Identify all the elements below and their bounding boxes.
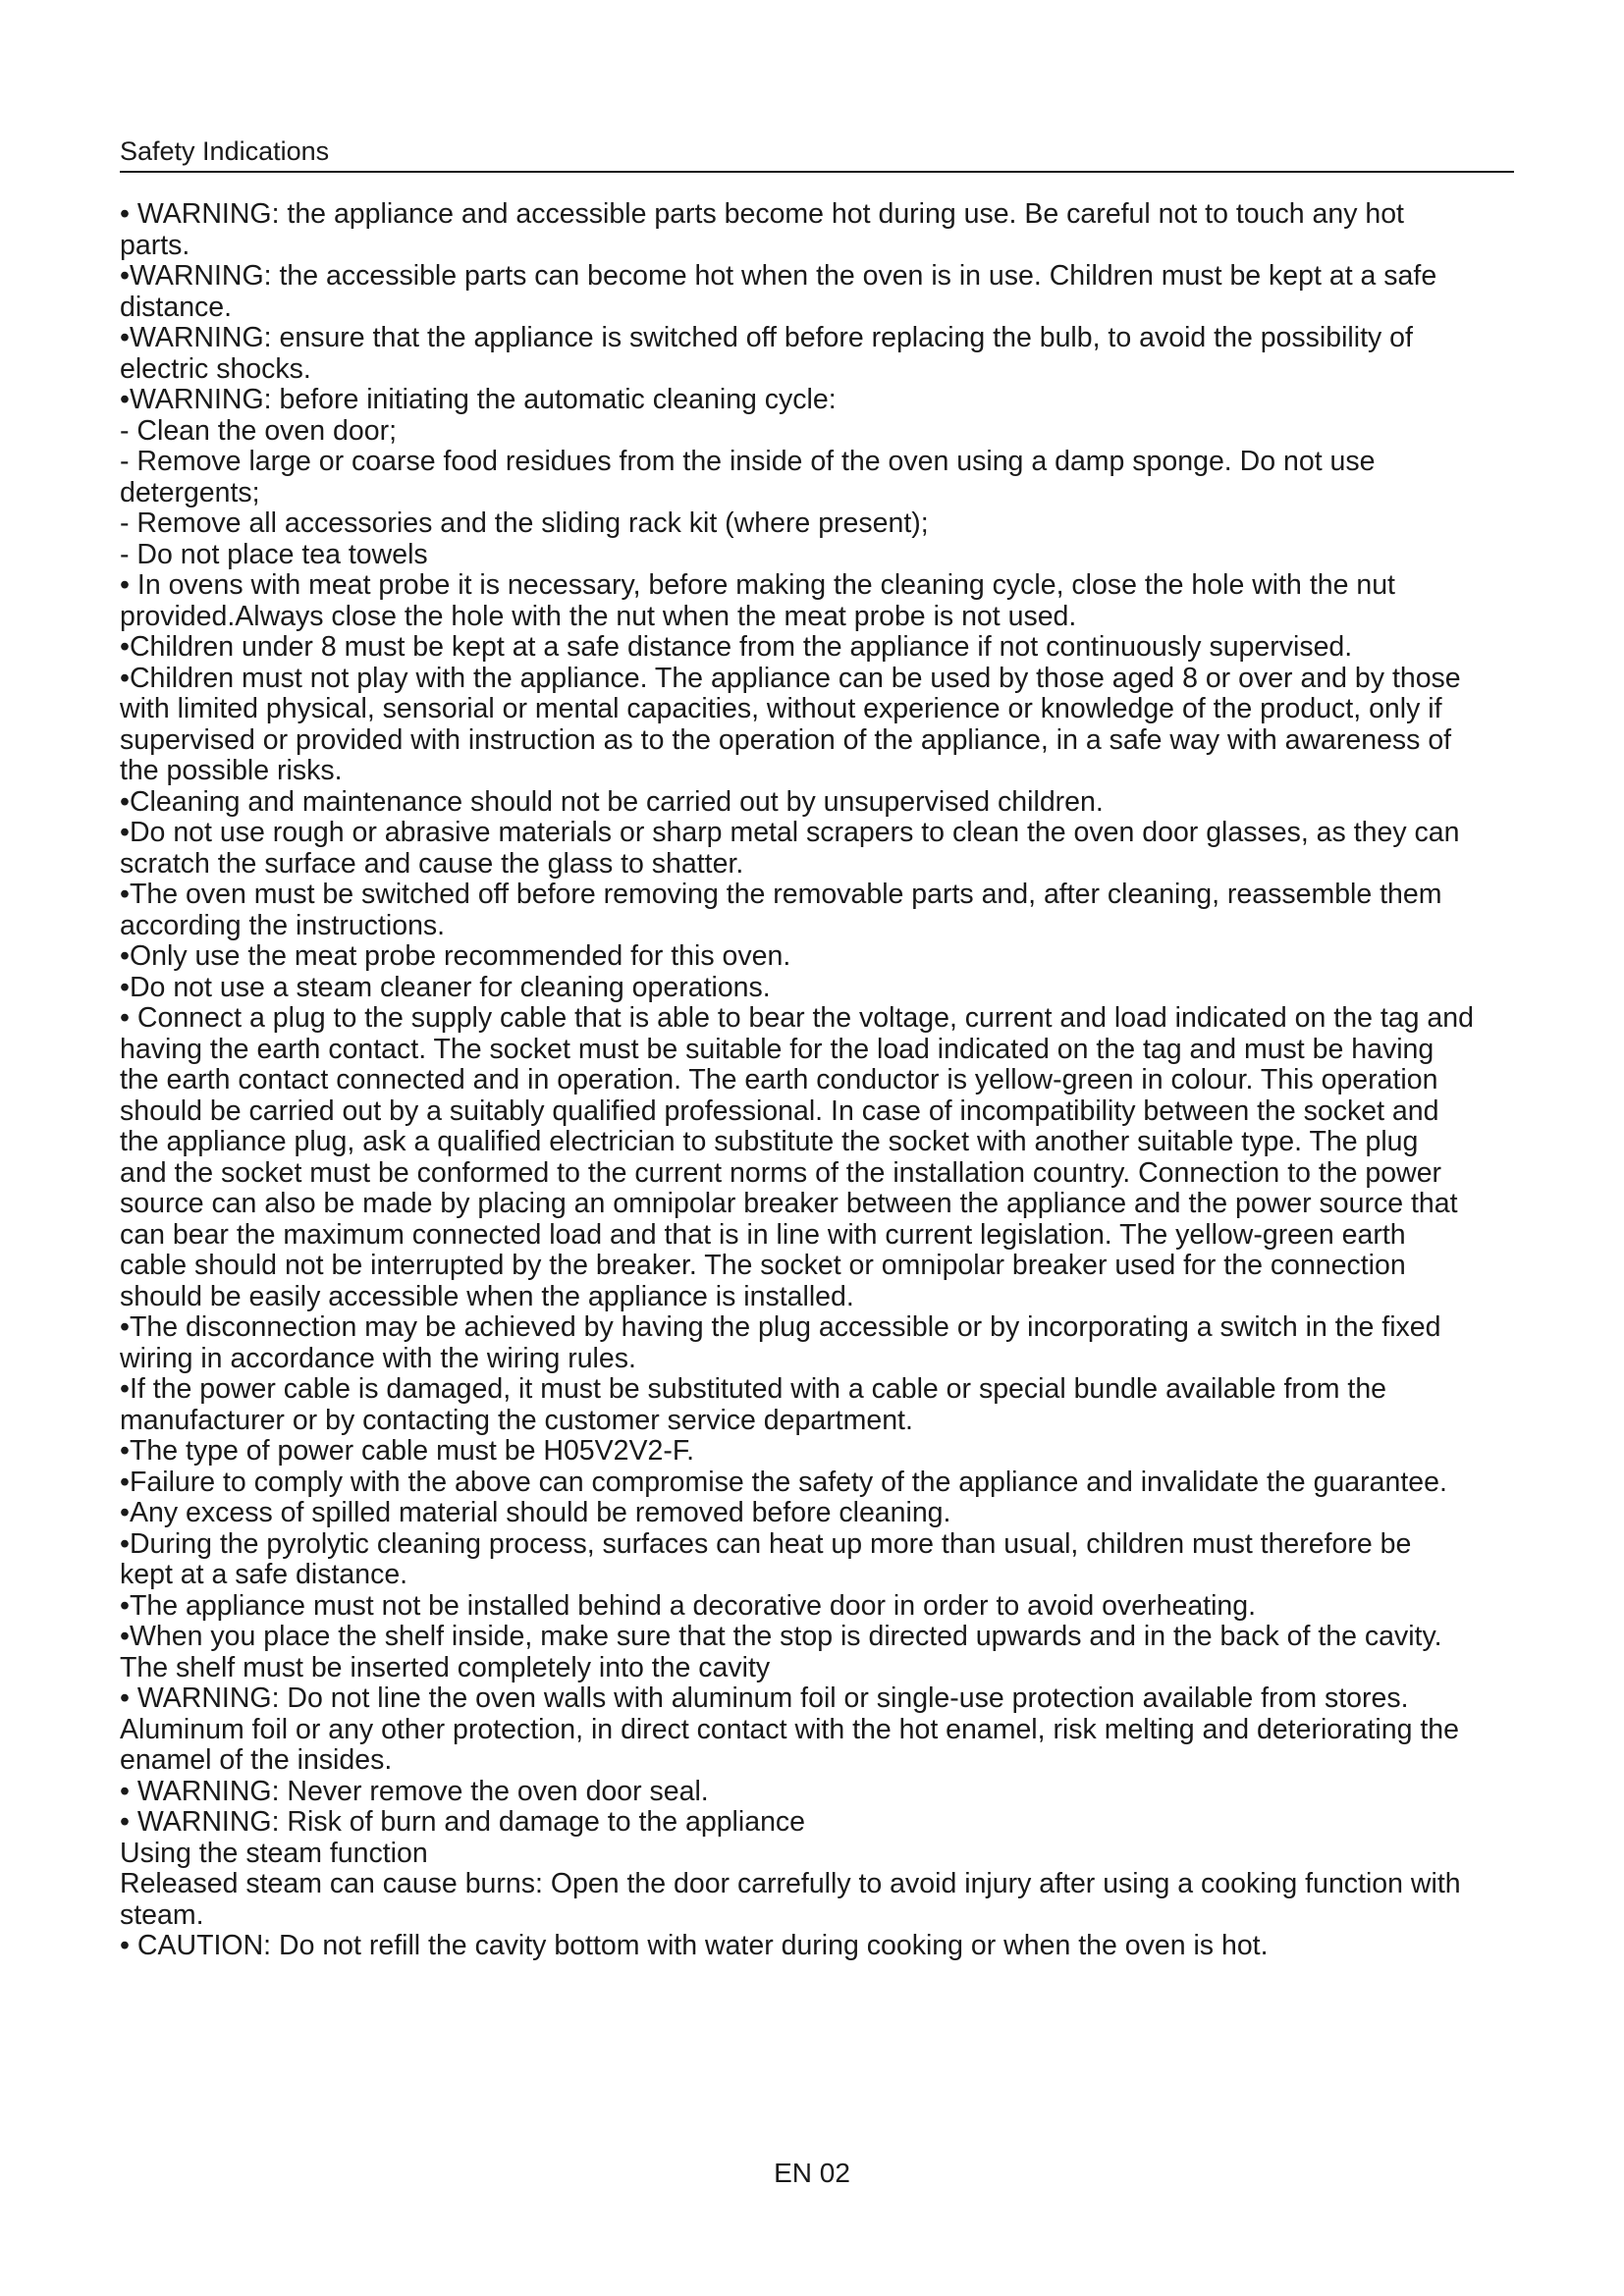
text-line: supervised or provided with instruction as to the operation of the appliance, in a safe way with awareness of <box>120 723 1452 756</box>
safety-text-body <box>120 199 1563 1962</box>
text-line: electric shocks. <box>120 352 311 385</box>
text-line: •The disconnection may be achieved by having the plug accessible or by incorporating a switch in the fixed <box>120 1311 1441 1343</box>
text-line: •Children must not play with the appliance. The appliance can be used by those aged 8 or over and by those <box>120 662 1461 694</box>
text-line: detergents; <box>120 476 260 508</box>
text-line: •Failure to comply with the above can compromise the safety of the appliance and invalidate the guarantee. <box>120 1466 1447 1498</box>
text-line: •WARNING: ensure that the appliance is switched off before replacing the bulb, to avoid the possibility of <box>120 322 1413 353</box>
text-line: •Any excess of spilled material should be removed before cleaning. <box>120 1497 951 1528</box>
text-line: •Only use the meat probe recommended for this oven. <box>120 940 791 972</box>
text-line: •During the pyrolytic cleaning process, surfaces can heat up more than usual, children must therefore be <box>120 1527 1412 1560</box>
text-line: •Children under 8 must be kept at a safe distance from the appliance if not continuously supervised. <box>120 631 1353 663</box>
text-line: should be easily accessible when the appliance is installed. <box>120 1280 854 1312</box>
text-line: - Clean the oven door; <box>120 414 398 447</box>
text-line: kept at a safe distance. <box>120 1559 408 1590</box>
text-line: scratch the surface and cause the glass to shatter. <box>120 847 744 880</box>
text-line: the possible risks. <box>120 755 343 786</box>
page-header <box>120 135 1514 173</box>
text-line: •If the power cable is damaged, it must be substituted with a cable or special bundle available from the <box>120 1373 1387 1405</box>
text-line: manufacturer or by contacting the customer service department. <box>120 1404 913 1436</box>
text-line: •WARNING: before initiating the automatic cleaning cycle: <box>120 384 837 415</box>
text-line: • CAUTION: Do not refill the cavity bottom with water during cooking or when the oven is hot. <box>120 1930 1269 1961</box>
text-line: steam. <box>120 1898 204 1931</box>
text-line: the earth contact connected and in operation. The earth conductor is yellow-green in colour. This operation <box>120 1064 1438 1095</box>
text-line: source can also be made by placing an omnipolar breaker between the appliance and the power source that <box>120 1188 1458 1219</box>
text-line: according the instructions. <box>120 909 446 941</box>
text-line: •Cleaning and maintenance should not be carried out by unsupervised children. <box>120 785 1104 818</box>
text-line: provided.Always close the hole with the nut when the meat probe is not used. <box>120 600 1077 632</box>
text-line: • Connect a plug to the supply cable that is able to bear the voltage, current and load indicated on the tag and <box>120 1002 1474 1034</box>
page-number: EN 02 <box>774 2158 850 2188</box>
text-line: •The appliance must not be installed behind a decorative door in order to avoid overheating. <box>120 1589 1257 1622</box>
text-line: the appliance plug, ask a qualified electrician to substitute the socket with another suitable type. The plug <box>120 1126 1419 1157</box>
text-line: cable should not be interrupted by the breaker. The socket or omnipolar breaker used for the connection <box>120 1250 1406 1281</box>
text-line: parts. <box>120 229 190 261</box>
text-line: - Do not place tea towels <box>120 538 428 570</box>
text-line: wiring in accordance with the wiring rules. <box>120 1342 636 1374</box>
text-line: Using the steam function <box>120 1837 428 1869</box>
text-line: Released steam can cause burns: Open the door carrefully to avoid injury after using a cooking function with <box>120 1868 1461 1899</box>
text-line: enamel of the insides. <box>120 1744 393 1776</box>
text-line: •The type of power cable must be H05V2V2-F. <box>120 1435 695 1467</box>
text-line: • WARNING: the appliance and accessible parts become hot during use. Be careful not to touch any hot <box>120 198 1404 230</box>
text-line: - Remove all accessories and the sliding rack kit (where present); <box>120 507 929 539</box>
text-line: • WARNING: Never remove the oven door seal. <box>120 1775 709 1807</box>
text-line: •Do not use rough or abrasive materials or sharp metal scrapers to clean the oven door glasses, as they can <box>120 817 1460 848</box>
text-line: Aluminum foil or any other protection, in direct contact with the hot enamel, risk melting and deteriorating the <box>120 1713 1459 1745</box>
text-line: The shelf must be inserted completely into the cavity <box>120 1651 771 1683</box>
text-line: •Do not use a steam cleaner for cleaning operations. <box>120 971 771 1003</box>
text-line: • WARNING: Do not line the oven walls with aluminum foil or single-use protection available from stores. <box>120 1682 1409 1714</box>
text-line: •WARNING: the accessible parts can become hot when the oven is in use. Children must be kept at a safe <box>120 260 1437 292</box>
text-line: can bear the maximum connected load and that is in line with current legislation. The yellow-green earth <box>120 1218 1406 1251</box>
text-line: distance. <box>120 291 233 323</box>
header-title: Safety Indications <box>120 136 330 166</box>
text-line: •The oven must be switched off before removing the removable parts and, after cleaning, reassemble them <box>120 879 1442 910</box>
text-line: • In ovens with meat probe it is necessary, before making the cleaning cycle, close the hole with the nut <box>120 569 1395 601</box>
text-line: should be carried out by a suitably qualified professional. In case of incompatibility between the socket and <box>120 1095 1439 1127</box>
text-line: and the socket must be conformed to the current norms of the installation country. Connection to the power <box>120 1156 1442 1189</box>
text-line: •When you place the shelf inside, make sure that the stop is directed upwards and in the back of the cavity. <box>120 1621 1442 1652</box>
text-line: with limited physical, sensorial or mental capacities, without experience or knowledge of the product, only if <box>120 693 1442 724</box>
text-line: • WARNING: Risk of burn and damage to the appliance <box>120 1806 806 1838</box>
text-line: - Remove large or coarse food residues from the inside of the oven using a damp sponge. Do not use <box>120 446 1376 477</box>
text-line: having the earth contact. The socket must be suitable for the load indicated on the tag and must be having <box>120 1033 1435 1065</box>
